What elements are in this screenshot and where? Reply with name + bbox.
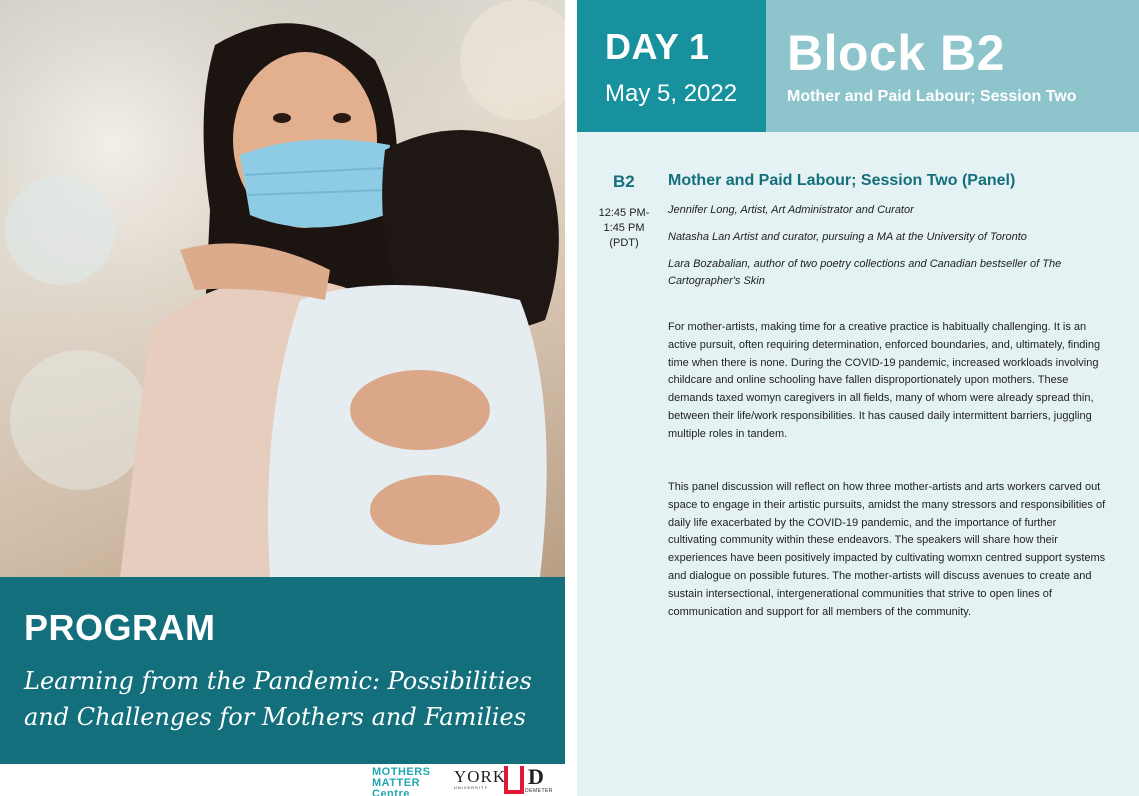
block-label: Block B2 bbox=[787, 25, 1005, 81]
program-band bbox=[0, 577, 565, 764]
u-logo-mark bbox=[504, 766, 524, 794]
left-page bbox=[0, 0, 565, 796]
program-subtitle: Learning from the Pandemic: Possibilities and Challenges for Mothers and Families bbox=[24, 667, 532, 731]
mothers-matter-logo bbox=[370, 766, 450, 794]
day-header bbox=[577, 0, 766, 132]
day-date: May 5, 2022 bbox=[605, 80, 738, 107]
demeter-logo bbox=[525, 766, 555, 794]
speaker-item: Natasha Lan Artist and curator, pursuing a MA at the University of Toronto bbox=[668, 231, 1027, 243]
day-label: DAY 1 bbox=[605, 26, 710, 67]
program-title: PROGRAM bbox=[24, 607, 216, 648]
sponsor-logos bbox=[370, 766, 560, 794]
demeter-logo-icon: D bbox=[528, 764, 544, 789]
session-description-paragraph: For mother-artists, making time for a creative practice is habitually challenging. It is an active pursuit, often requiring determination, enforced boundaries, and, ultimately, finding time when there is none. During the COVID-19 pandemic, increased workloads involving childcare and online schooling have fallen disproportionately upon mothers. These demands taxed womyn caregivers in all fields, many of whom were already spread thin, between their life/work responsibilities. It has caused daily intermittent barriers, juggling multiple roles in tandem. bbox=[668, 321, 1101, 440]
session-title: Mother and Paid Labour; Session Two (Panel) bbox=[668, 172, 1016, 189]
session-code: B2 bbox=[613, 172, 635, 191]
cover-photo-illustration bbox=[0, 0, 565, 577]
demeter-logo-text: DEMETER bbox=[525, 788, 553, 794]
mothers-matter-logo-text: MOTHERS MATTER Centre bbox=[372, 766, 431, 796]
session-time: 12:45 PM- 1:45 PM (PDT) bbox=[598, 207, 650, 249]
block-header bbox=[766, 0, 1139, 132]
york-university-logo bbox=[454, 767, 507, 792]
session-content bbox=[577, 132, 1139, 796]
speaker-item: Jennifer Long, Artist, Art Administrator and Curator bbox=[668, 204, 914, 216]
session-description-paragraph: This panel discussion will reflect on how three mother-artists and arts workers carved out space to engage in their artistic pursuits, amidst the many stressors and responsibilities of daily life exacerbated by the COVID-19 pandemic, and the importance of further cultivating community within these endeavors. The speakers will share how their experiences have been positively impacted by cultivating womxn centred support systems and dialogue on possible futures. The mother-artists will discuss avenues to create and sustain intersectional, intergenerational communities that strive to open lines of communication and support for all members of the community. bbox=[668, 481, 1106, 618]
right-page bbox=[577, 0, 1139, 796]
speaker-item: Lara Bozabalian, author of two poetry collections and Canadian bestseller of The Cartographer's Skin bbox=[668, 258, 1062, 287]
york-logo-text: YORK bbox=[454, 767, 507, 786]
u-logo-icon bbox=[504, 766, 524, 794]
york-logo-subtext: UNIVERSITY bbox=[454, 785, 489, 790]
cover-photo bbox=[0, 0, 565, 577]
block-subtitle: Mother and Paid Labour; Session Two bbox=[787, 88, 1077, 105]
